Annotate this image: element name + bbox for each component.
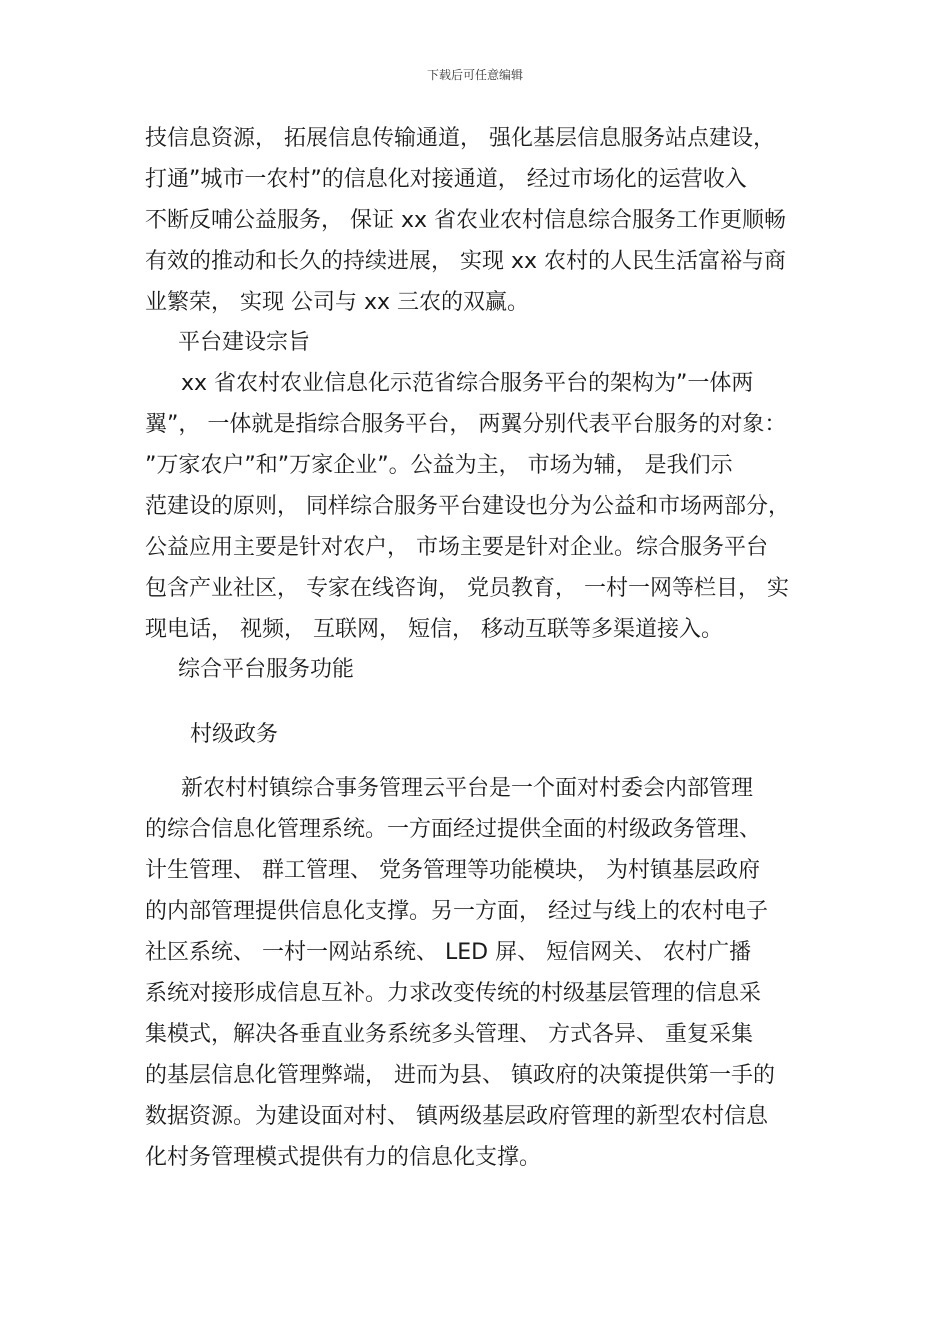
text-line: 数据资源。为建设面对村、 镇两级基层政府管理的新型农村信息 — [145, 1104, 768, 1129]
paragraph-intro — [145, 118, 810, 323]
text-line: 的综合信息化管理系统。一方面经过提供全面的村级政务管理、 — [145, 817, 762, 842]
heading-platform-purpose: 平台建设宗旨 — [178, 330, 311, 355]
text-line: xx 省农村农业信息化示范省综合服务平台的架构为”一体两 — [181, 371, 754, 396]
text-line: 公益应用主要是针对农户， 市场主要是针对企业。综合服务平台 — [145, 535, 768, 560]
text-line: 计生管理、 群工管理、 党务管理等功能模块， 为村镇基层政府 — [145, 858, 760, 883]
text-line: 技信息资源， 拓展信息传输通道， 强化基层信息服务站点建设， — [145, 126, 775, 151]
text-line: 的内部管理提供信息化支撑。另一方面， 经过与线上的农村电子 — [145, 899, 768, 924]
paragraph-village-affairs — [145, 768, 810, 1178]
text-line: 化村务管理模式提供有力的信息化支撑。 — [145, 1145, 542, 1170]
text-line: ”万家农户”和”万家企业”。公益为主， 市场为辅， 是我们示 — [145, 453, 733, 478]
text-line: 现电话， 视频， 互联网， 短信， 移动互联等多渠道接入。 — [145, 617, 723, 642]
heading-village-affairs: 村级政务 — [190, 722, 279, 747]
text-line: 范建设的原则， 同样综合服务平台建设也分为公益和市场两部分， — [145, 494, 790, 519]
text-line: 包含产业社区， 专家在线咨询， 党员教育， 一村一网等栏目， 实 — [145, 576, 789, 601]
text-line: 社区系统、 一村一网站系统、 LED 屏、 短信网关、 农村广播 — [145, 940, 752, 965]
text-line: 打通”城市一农村”的信息化对接通道， 经过市场化的运营收入 — [145, 167, 747, 192]
text-line: 业繁荣， 实现 公司与 xx 三农的双赢。 — [145, 290, 530, 315]
text-line: 新农村村镇综合事务管理云平台是一个面对村委会内部管理 — [181, 776, 754, 801]
page-header-note: 下载后可任意编辑 — [426, 68, 523, 82]
paragraph-platform-architecture — [145, 363, 810, 650]
text-line: 翼”， 一体就是指综合服务平台， 两翼分别代表平台服务的对象： — [145, 412, 787, 437]
text-line: 系统对接形成信息互补。力求改变传统的村级基层管理的信息采 — [145, 981, 762, 1006]
text-line: 的基层信息化管理弊端， 进而为县、 镇政府的决策提供第一手的 — [145, 1063, 775, 1088]
heading-platform-functions: 综合平台服务功能 — [178, 657, 355, 682]
text-line: 集模式，解决各垂直业务系统多头管理、 方式各异、 重复采集 — [145, 1022, 753, 1047]
text-line: 不断反哺公益服务， 保证 xx 省农业农村信息综合服务工作更顺畅 — [145, 208, 787, 233]
text-line: 有效的推动和长久的持续进展， 实现 xx 农村的人民生活富裕与商 — [145, 249, 787, 274]
